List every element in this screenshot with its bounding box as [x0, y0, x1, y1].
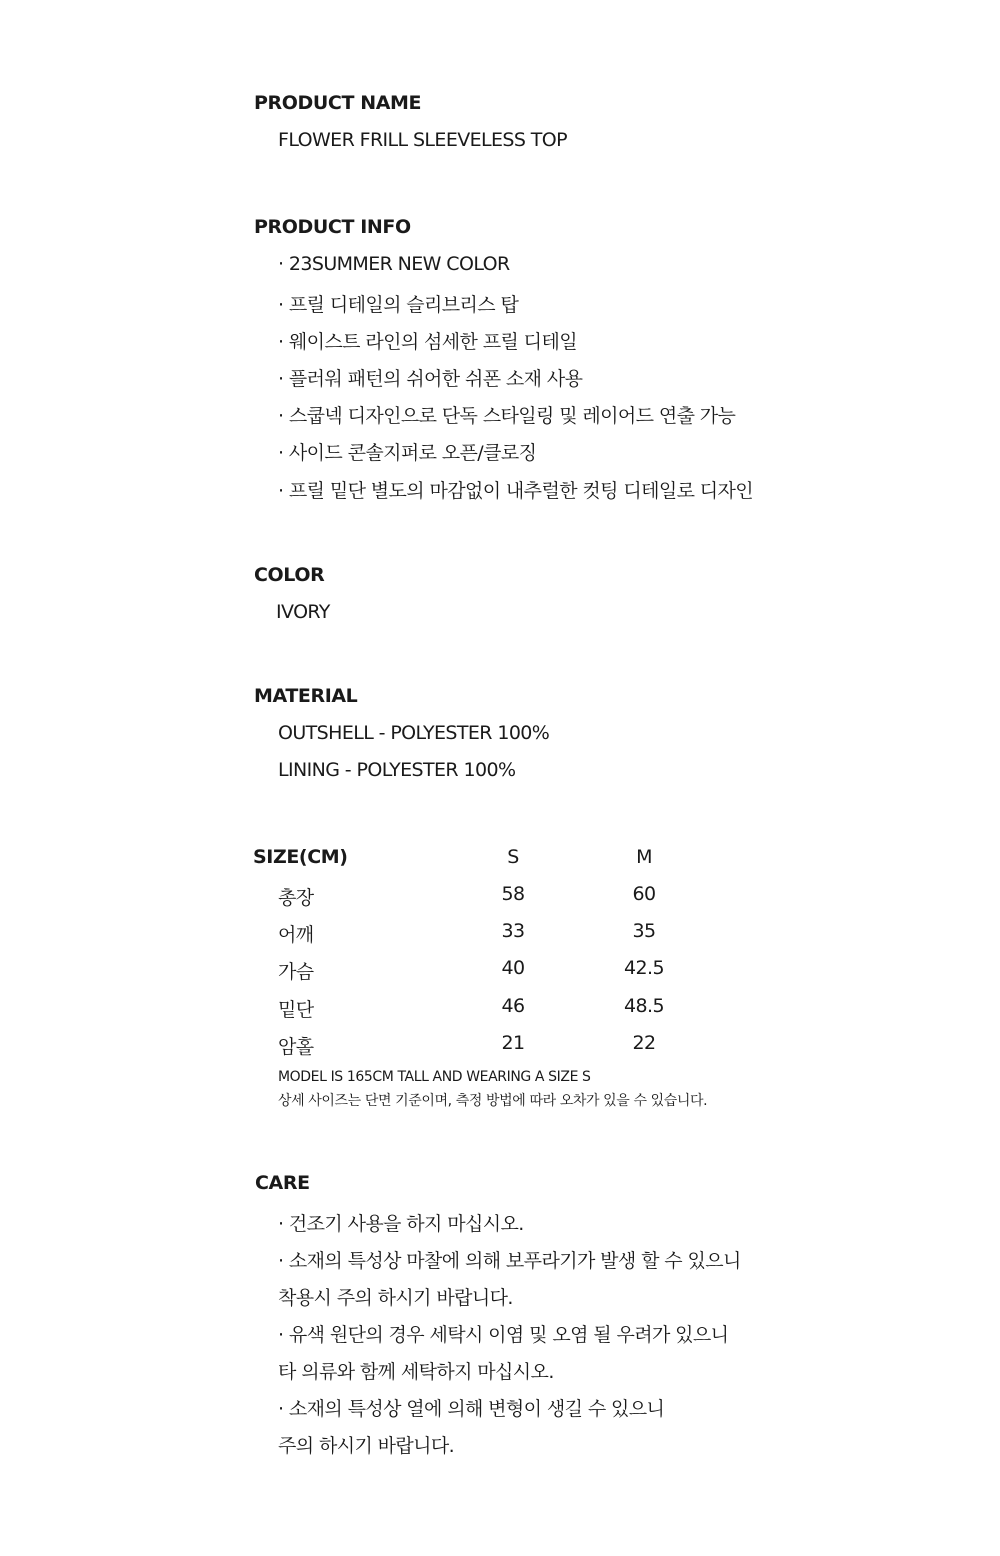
size-cell: 35 [632, 920, 656, 942]
size-column-m: M [636, 846, 652, 868]
product-info-item: · 플러워 패턴의 쉬어한 쉬폰 소재 사용 [278, 368, 583, 390]
product-info-item: · 프릴 밑단 별도의 마감없이 내추럴한 컷팅 디테일로 디자인 [278, 480, 754, 502]
size-row-label: 총장 [278, 887, 314, 909]
product-name-heading: PRODUCT NAME [254, 92, 422, 114]
size-cell: 60 [632, 883, 656, 905]
size-row-label: 어깨 [278, 924, 314, 946]
size-cell: 40 [501, 957, 525, 979]
size-cell: 33 [501, 920, 525, 942]
size-row-label: 가슴 [278, 961, 314, 983]
material-line: LINING - POLYESTER 100% [278, 759, 516, 781]
size-note: 상세 사이즈는 단면 기준이며, 측정 방법에 따라 오차가 있을 수 있습니다. [278, 1093, 708, 1109]
size-heading: SIZE(CM) [253, 846, 348, 868]
product-info-heading: PRODUCT INFO [254, 216, 411, 238]
size-row-label: 밑단 [278, 999, 314, 1021]
product-info-item: · 23SUMMER NEW COLOR [278, 253, 510, 275]
care-line: · 유색 원단의 경우 세탁시 이염 및 오염 될 우려가 있으니 [278, 1324, 729, 1346]
product-info-item: · 프릴 디테일의 슬리브리스 탑 [278, 294, 519, 316]
care-line: 타 의류와 함께 세탁하지 마십시오. [278, 1361, 554, 1383]
size-note: MODEL IS 165CM TALL AND WEARING A SIZE S [278, 1069, 591, 1085]
size-cell: 21 [501, 1032, 525, 1054]
care-line: · 건조기 사용을 하지 마십시오. [278, 1213, 524, 1235]
size-column-s: S [507, 846, 519, 868]
product-info-item: · 스쿱넥 디자인으로 단독 스타일링 및 레이어드 연출 가능 [278, 405, 736, 427]
product-info-item: · 사이드 콘솔지퍼로 오픈/클로징 [278, 442, 537, 464]
size-row-label: 암홀 [278, 1036, 314, 1058]
product-name-value: FLOWER FRILL SLEEVELESS TOP [278, 129, 567, 151]
size-cell: 48.5 [624, 995, 664, 1017]
size-cell: 58 [501, 883, 525, 905]
material-line: OUTSHELL - POLYESTER 100% [278, 722, 550, 744]
product-info-item: · 웨이스트 라인의 섬세한 프릴 디테일 [278, 331, 577, 353]
care-line: 착용시 주의 하시기 바랍니다. [278, 1287, 513, 1309]
color-value: IVORY [276, 601, 330, 623]
care-line: 주의 하시기 바랍니다. [278, 1435, 455, 1457]
material-heading: MATERIAL [254, 685, 358, 707]
size-cell: 42.5 [624, 957, 664, 979]
care-heading: CARE [255, 1172, 310, 1194]
size-cell: 22 [632, 1032, 656, 1054]
care-line: · 소재의 특성상 열에 의해 변형이 생길 수 있으니 [278, 1398, 665, 1420]
color-heading: COLOR [254, 564, 325, 586]
care-line: · 소재의 특성상 마찰에 의해 보푸라기가 발생 할 수 있으니 [278, 1250, 741, 1272]
size-cell: 46 [501, 995, 525, 1017]
